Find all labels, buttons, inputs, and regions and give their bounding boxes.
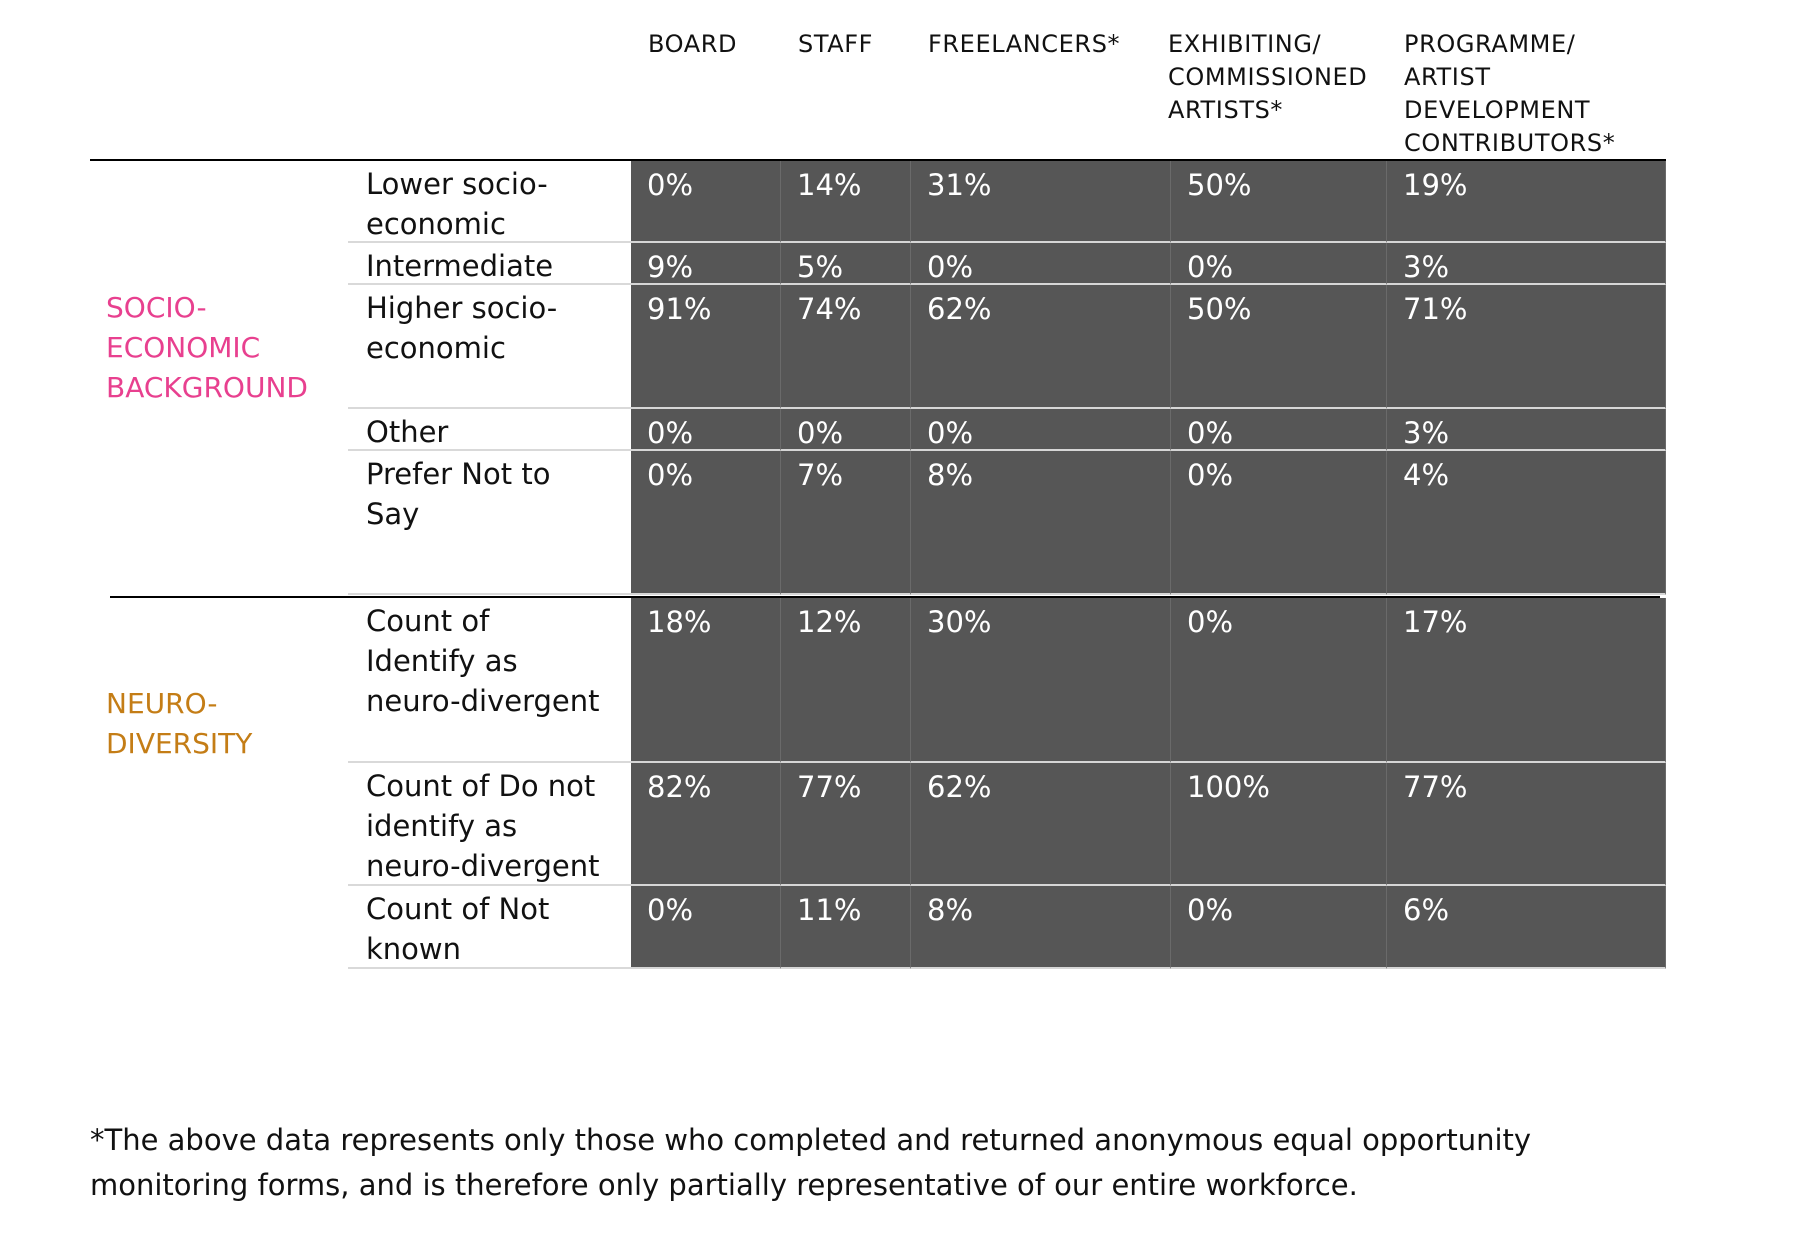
- row-separator: [348, 967, 631, 969]
- table-cell: 7%: [781, 451, 911, 595]
- column-header: PROGRAMME/ ARTIST DEVELOPMENT CONTRIBUTORS*: [1404, 30, 1616, 157]
- table-cell: 3%: [1387, 409, 1666, 451]
- table-cell: 0%: [631, 161, 781, 243]
- row-separator: [348, 593, 631, 595]
- table-cell: 71%: [1387, 285, 1666, 409]
- section-title: NEURO- DIVERSITY: [106, 687, 253, 760]
- table-cell: 5%: [781, 243, 911, 285]
- table-cell: 50%: [1171, 161, 1387, 243]
- table-cell: 50%: [1171, 285, 1387, 409]
- table-cell: 12%: [781, 598, 911, 763]
- table-cell: 4%: [1387, 451, 1666, 595]
- row-label: Other: [366, 415, 449, 449]
- column-header: BOARD: [648, 30, 738, 58]
- table-cell: 8%: [911, 451, 1171, 595]
- table-cell: 8%: [911, 886, 1171, 969]
- table-cell: 0%: [1171, 243, 1387, 285]
- table-cell: 0%: [911, 409, 1171, 451]
- table-cell: 6%: [1387, 886, 1666, 969]
- column-header: EXHIBITING/ COMMISSIONED ARTISTS*: [1168, 30, 1368, 124]
- row-label: Count of Not known: [366, 892, 550, 966]
- table-cell: 0%: [1171, 409, 1387, 451]
- table-cell: 18%: [631, 598, 781, 763]
- row-label: Count of Identify as neuro-divergent: [366, 604, 600, 718]
- row-label: Prefer Not to Say: [366, 457, 551, 531]
- table-cell: 62%: [911, 285, 1171, 409]
- table-cell: 11%: [781, 886, 911, 969]
- row-label: Higher socio- economic: [366, 291, 558, 365]
- table-cell: 0%: [1171, 598, 1387, 763]
- column-header: FREELANCERS*: [928, 30, 1121, 58]
- row-label: Intermediate: [366, 249, 554, 283]
- table-cell: 3%: [1387, 243, 1666, 285]
- table-cell: 0%: [1171, 451, 1387, 595]
- row-label: Lower socio- economic: [366, 167, 548, 241]
- table-cell: 100%: [1171, 763, 1387, 886]
- row-label: Count of Do not identify as neuro-divergent: [366, 769, 600, 883]
- table-cell: 0%: [631, 451, 781, 595]
- table-cell: 14%: [781, 161, 911, 243]
- table-cell: 30%: [911, 598, 1171, 763]
- table-cell: 31%: [911, 161, 1171, 243]
- table-cell: 62%: [911, 763, 1171, 886]
- table-cell: 9%: [631, 243, 781, 285]
- table-cell: 77%: [781, 763, 911, 886]
- table-cell: 0%: [911, 243, 1171, 285]
- table-cell: 0%: [631, 886, 781, 969]
- section-title: SOCIO- ECONOMIC BACKGROUND: [106, 291, 308, 404]
- footnote: *The above data represents only those who completed and returned anonymous equal opportunity monitoring forms, and is therefore only partially representative of our entire workforce.: [90, 1123, 1532, 1202]
- table-cell: 19%: [1387, 161, 1666, 243]
- table-cell: 91%: [631, 285, 781, 409]
- table-cell: 0%: [781, 409, 911, 451]
- table-cell: 74%: [781, 285, 911, 409]
- table-cell: 77%: [1387, 763, 1666, 886]
- table-cell: 0%: [1171, 886, 1387, 969]
- table-cell: 17%: [1387, 598, 1666, 763]
- table-cell: 0%: [631, 409, 781, 451]
- column-header: STAFF: [798, 30, 874, 58]
- table-cell: 82%: [631, 763, 781, 886]
